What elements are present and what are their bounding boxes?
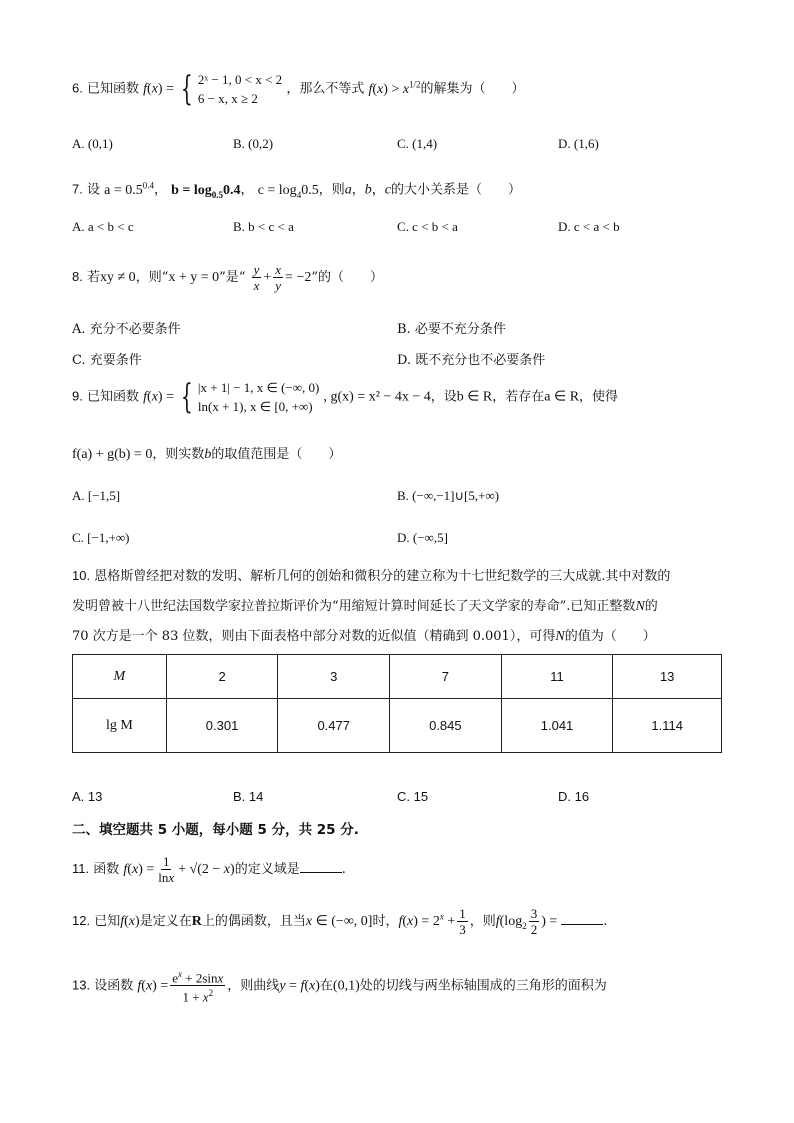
q12-lead: 已知 — [94, 914, 121, 929]
q8-text2: ，则“ — [135, 270, 169, 285]
question-7: 7. 设 $a = 0.5^{0.4}$， $b = \log_{0.5}0.4$， $c = \log_40.5$，则a，b，c的大小关系是（ ） — [72, 180, 521, 200]
q9-text2: ，设 — [430, 389, 457, 405]
q10-number: 10. — [72, 568, 91, 583]
question-12: 12. 已知f(x)是定义在R上的偶函数，且当x ∈ (−∞, 0]时，$f(x) = 2^x$ + $\frac{1}{3}$ ，则$f(\log_2$ $\frac{3}{2}$ ) = . — [72, 906, 608, 937]
log-table-header: 7 — [390, 655, 502, 699]
log-table-cell: 0.301 — [166, 699, 278, 753]
q7-b-def: $b = \log_{0.5}0.4$ — [171, 182, 241, 200]
log-table-header-row — [73, 655, 722, 699]
q8-text1: 若 — [86, 270, 100, 285]
log-table-cell: 0.477 — [278, 699, 390, 753]
q13-number: 13. — [72, 977, 91, 993]
question-11: 11. 函数 f(x) = $\frac{1}{\ln x}$ + √(2 − x)的定义域是 . — [72, 854, 346, 885]
q9-number: 9. — [72, 388, 83, 404]
q11-tail: 的定义域是 — [234, 862, 300, 877]
q10-option-c[interactable]: C. 15 — [397, 789, 429, 804]
q8-frac-y-x: $\frac{y}{x}$ — [253, 262, 260, 293]
q12-text4: ，则 — [469, 914, 496, 929]
q6-inequality: $f(x) > x^{1/2}$ — [368, 78, 421, 97]
question-10-line-1 — [72, 567, 670, 586]
q9-line2-text: ，则实数 — [152, 447, 205, 462]
q8-frac-x-y: $\frac{x}{y}$ — [275, 262, 282, 293]
q9-fx: f(x) = — [143, 389, 174, 405]
q8-number: 8. — [72, 269, 83, 284]
q9-line2-tail: 的取值范围是（ ） — [211, 447, 342, 462]
log-table-cell: 1.114 — [613, 699, 722, 753]
q8-option-c[interactable]: C. 充要条件 — [72, 353, 142, 368]
q10-line3: 70 次方是一个 83 位数，则由下面表格中部分对数的近似值（精确到 0.001），可得 — [72, 629, 556, 644]
q8-text3: ”是“ — [219, 270, 246, 285]
q7-c-def: $c = \log_40.5$ — [257, 182, 319, 200]
q7-option-d[interactable]: D. c < a < b — [558, 219, 620, 234]
q9-a-in: a ∈ R — [544, 389, 580, 405]
q9-b-in: b ∈ R — [456, 389, 493, 405]
q9-line2-math: f(a) + g(b) = 0 — [72, 447, 153, 462]
q6-option-d[interactable]: D. (1,6) — [558, 136, 599, 151]
q9-option-b[interactable]: B. (−∞,−1]∪[5,+∞) — [397, 488, 500, 503]
q6-option-c[interactable]: C. (1,4) — [397, 136, 438, 151]
question-8: 8. 若xy ≠ 0，则“x + y = 0”是“ $\frac{y}{x}$ + $\frac{x}{y}$ = −2”的（ ） — [72, 262, 383, 293]
q9-g-def: , g(x) = x² − 4x − 4 — [323, 389, 431, 405]
q11-lead: 函数 — [93, 862, 120, 877]
q12-text1: 是定义在 — [139, 914, 192, 929]
q9-text3: ，若存在 — [492, 389, 545, 405]
q7-text3: 的大小关系是（ ） — [390, 182, 521, 198]
question-9 — [72, 378, 618, 416]
log-table-header: M — [73, 655, 167, 699]
q9-lead: 已知函数 — [86, 389, 139, 405]
q13-text1: ，则曲线 — [227, 978, 280, 994]
q7-option-c[interactable]: C. c < b < a — [397, 219, 458, 234]
q10-line1: 恩格斯曾经把对数的发明、解析几何的创始和微积分的建立称为十七世纪数学的三大成就.其中对数的 — [94, 569, 671, 584]
q12-set: R — [191, 914, 202, 929]
q6-case-2: 6 − x, x ≥ 2 — [197, 91, 258, 106]
log-table-value-row — [73, 699, 722, 753]
log-table-cell: 0.845 — [390, 699, 502, 753]
q7-number: 7. — [72, 181, 83, 197]
q9-option-a[interactable]: A. [−1,5] — [72, 488, 121, 503]
q9-text4: ，使得 — [579, 389, 619, 405]
q9-option-c[interactable]: C. [−1,+∞) — [72, 530, 130, 545]
q9-brace: { — [180, 377, 193, 417]
log-table-cell: 1.041 — [501, 699, 613, 753]
q13-lead: 设函数 — [94, 978, 134, 994]
q7-option-b[interactable]: B. b < c < a — [233, 219, 294, 234]
q12-text3: 时， — [372, 914, 399, 929]
question-10-line-2: 发明曾被十八世纪法国数学家拉普拉斯评价为“用缩短计算时间延长了天文学家的寿命”.已知正整数N的 — [72, 599, 658, 614]
q6-case-1: 2ˣ − 1, 0 < x < 2 — [197, 72, 283, 87]
q13-frac: $\frac{e^x + 2\sin x}{1 + x^2}$ — [172, 969, 224, 1005]
q7-a-def: $a = 0.5^{0.4}$ — [104, 180, 154, 198]
q7-text2: ，则 — [318, 182, 345, 198]
q6-lead: 已知函数 — [86, 81, 139, 97]
q11-answer-blank[interactable] — [300, 860, 342, 873]
q7-text1: 设 — [86, 182, 100, 198]
q8-option-b[interactable]: B. 必要不充分条件 — [397, 322, 506, 337]
q10-option-d[interactable]: D. 16 — [558, 789, 590, 804]
q11-frac: $\frac{1}{\ln x}$ — [158, 854, 175, 885]
q10-line2: 发明曾被十八世纪法国数学家拉普拉斯评价为“用缩短计算时间延长了天文学家的寿命”.已知正整数 — [72, 599, 636, 614]
log-table-header: 3 — [278, 655, 390, 699]
q10-option-a[interactable]: A. 13 — [72, 789, 103, 804]
q6-mid: ，那么不等式 — [286, 81, 365, 97]
log-table-header: 11 — [501, 655, 613, 699]
question-6: 6. 已知函数 f(x) = { 2ˣ − 1, 0 < x < 2 6 − x, x ≥ 2 ，那么不等式 $f(x) > x^{1/2}$的解集为（ ） — [72, 69, 525, 109]
q11-number: 11. — [72, 861, 90, 876]
log-table — [72, 654, 722, 753]
q12-frac: $\frac{1}{3}$ — [459, 906, 466, 937]
q13-text3: 处的切线与两坐标轴围成的三角形的面积为 — [359, 978, 607, 994]
q6-brace: { — [180, 69, 193, 109]
log-table-row-label: lg M — [73, 699, 167, 753]
q8-option-a[interactable]: A. 充分不必要条件 — [72, 322, 181, 337]
q6-tail: 的解集为（ ） — [420, 81, 525, 97]
q8-eq1: x + y = 0 — [168, 270, 220, 285]
q9-case-2: ln(x + 1), x ∈ [0, +∞) — [197, 399, 313, 414]
q8-cond: xy ≠ 0 — [100, 270, 136, 285]
q6-cases — [198, 70, 282, 108]
q8-option-d[interactable]: D. 既不充分也不必要条件 — [397, 353, 546, 368]
q10-line3-tail: 的值为（ ） — [564, 629, 656, 644]
q12-answer-blank[interactable] — [561, 912, 603, 925]
q12-text2: 上的偶函数，且当 — [201, 914, 306, 929]
q9-case-1: |x + 1| − 1, x ∈ (−∞, 0) — [197, 380, 320, 395]
section-2-title: 二、填空题共 5 小题，每小题 5 分，共 25 分. — [72, 822, 359, 838]
q6-option-b[interactable]: B. (0,2) — [233, 136, 274, 151]
q6-option-a[interactable]: A. (0,1) — [72, 136, 113, 151]
q8-text4: ”的（ ） — [311, 270, 383, 285]
q7-option-a[interactable]: A. a < b < c — [72, 219, 134, 234]
q10-line2-tail: 的 — [644, 599, 658, 614]
log-table-header: 2 — [166, 655, 278, 699]
q6-number: 6. — [72, 80, 83, 96]
q9-option-d[interactable]: D. (−∞,5] — [397, 530, 448, 545]
q12-number: 12. — [72, 913, 91, 928]
question-9-line-2: f(a) + g(b) = 0，则实数b的取值范围是（ ） — [72, 447, 342, 462]
q9-cases — [198, 378, 319, 416]
question-10-line-3: 70 次方是一个 83 位数，则由下面表格中部分对数的近似值（精确到 0.001），可得N的值为（ ） — [72, 629, 656, 644]
q12-frac-3-2: $\frac{3}{2}$ — [530, 906, 538, 937]
q13-text2: 在 — [319, 978, 333, 994]
q10-option-b[interactable]: B. 14 — [233, 789, 264, 804]
log-table-header: 13 — [613, 655, 722, 699]
question-13: 13. 设函数 f(x) = $\frac{e^x + 2\sin x}{1 + x^2}$ ，则曲线y = f(x)在(0,1)处的切线与两坐标轴围成的三角形的面积为 — [72, 969, 607, 1005]
q6-fx: f — [143, 81, 148, 97]
